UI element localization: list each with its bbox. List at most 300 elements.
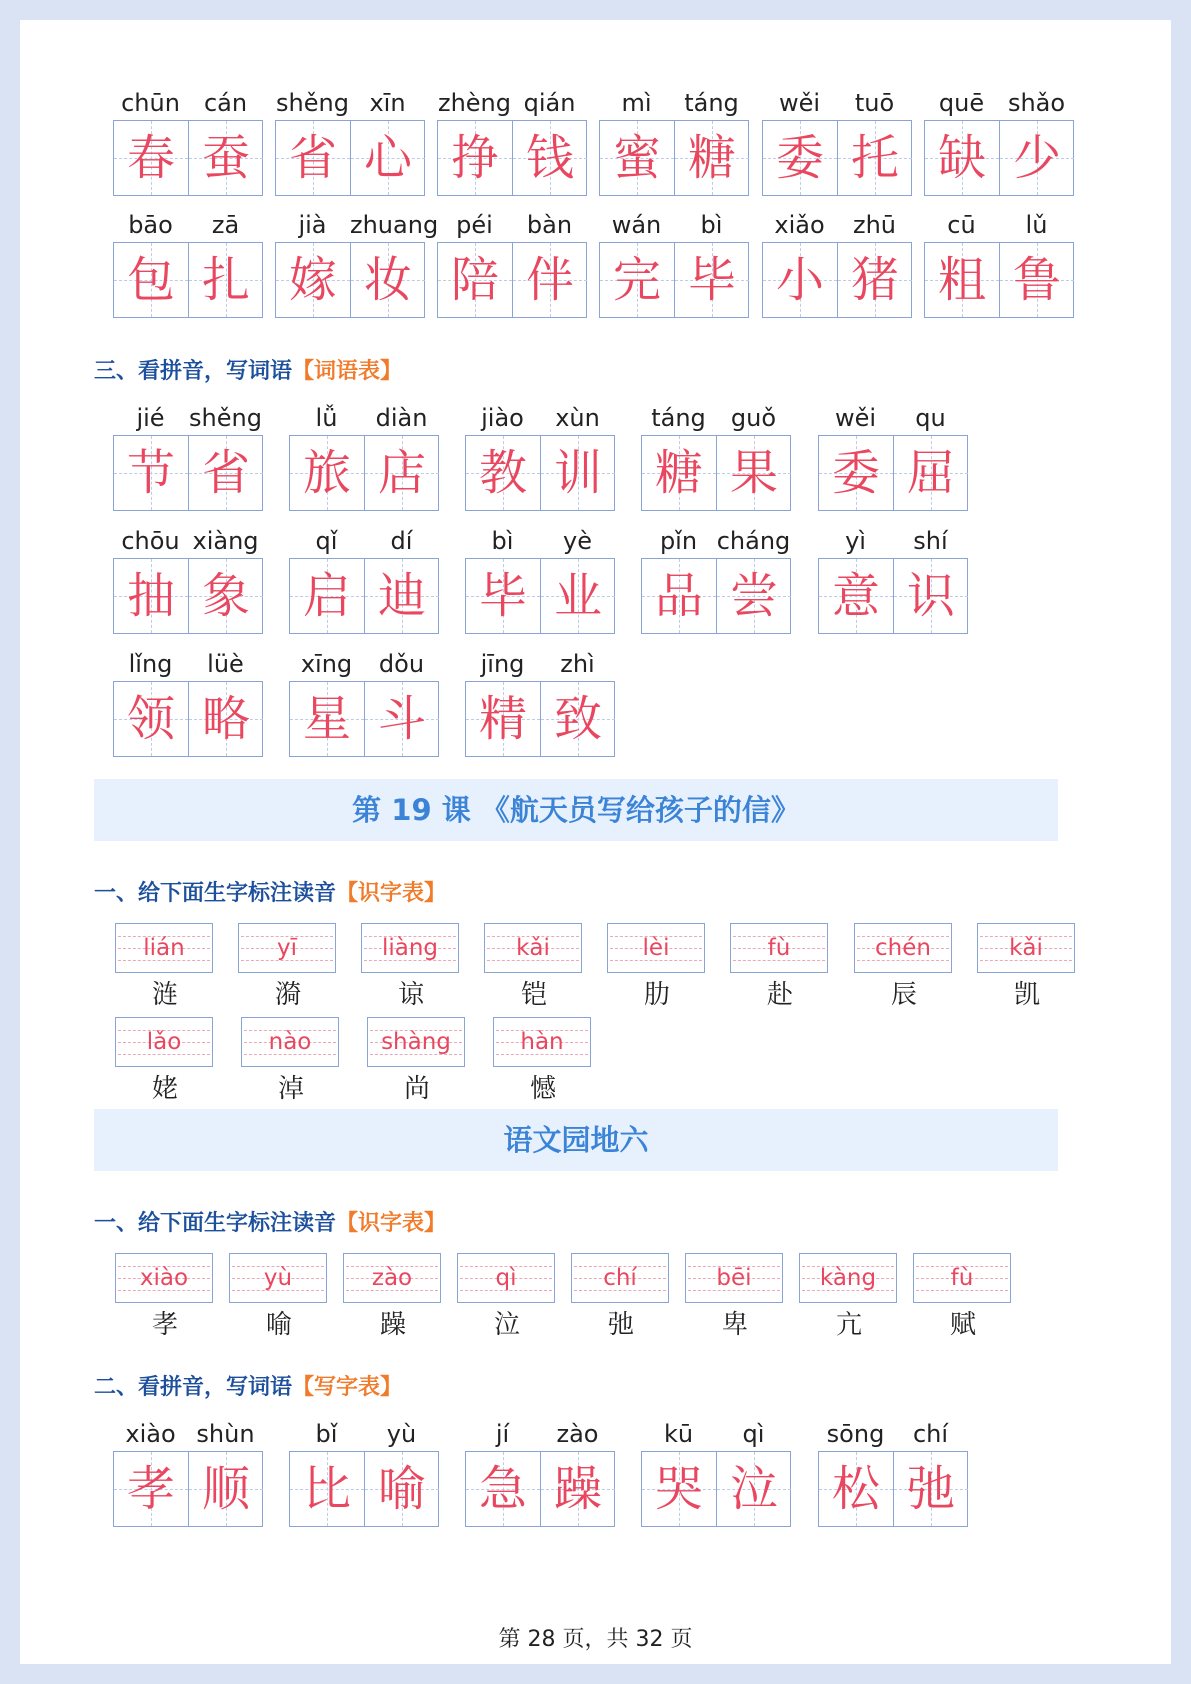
tianzige-cell: [466, 682, 540, 756]
word-box: [641, 1418, 791, 1528]
yuwen-section1-tag: 【识字表】: [336, 1211, 447, 1236]
word-pinyin: chūn: [121, 89, 180, 117]
word-character: 哭: [654, 1461, 703, 1517]
word-pinyin: bì: [491, 527, 514, 555]
pinyin-answer: nào: [268, 1029, 312, 1055]
tianzige-cell: [925, 243, 999, 317]
word-pinyin: xiǎo: [774, 211, 825, 239]
target-character: 弛: [607, 1310, 634, 1340]
word-character: 钱: [525, 130, 574, 186]
tianzige-grid: [818, 435, 968, 511]
word-box: [465, 525, 615, 635]
tianzige-grid: [465, 1451, 615, 1527]
target-character: 谅: [397, 980, 424, 1010]
tianzige-cell: [540, 559, 615, 633]
tianzige-cell: [819, 436, 893, 510]
yuwen-section2-tag: 【写字表】: [292, 1375, 403, 1400]
word-character: 妆: [363, 252, 412, 308]
tianzige-cell: [763, 243, 837, 317]
word-box: [599, 87, 749, 197]
word-pinyin: xiào: [125, 1420, 176, 1448]
target-character: 卑: [721, 1310, 748, 1340]
tianzige-cell: [438, 243, 512, 317]
word-pinyin: chí: [912, 1420, 949, 1448]
tianzige-grid: [599, 242, 749, 318]
word-box: [762, 87, 912, 197]
lesson19-section1-title: 一、给下面生字标注读音: [94, 881, 337, 906]
tianzige-cell: [466, 1452, 540, 1526]
pinyin-writing-lines: [913, 1253, 1011, 1303]
target-character: 姥: [151, 1074, 178, 1104]
word-character: 糖: [687, 130, 736, 186]
pinyin-answer: qì: [495, 1265, 517, 1291]
word-pinyin: wěi: [834, 404, 877, 432]
pinyin-writing-lines: [493, 1017, 591, 1067]
pinyin-box: [361, 923, 461, 1019]
tianzige-cell: [716, 1452, 791, 1526]
pinyin-writing-lines: [367, 1017, 465, 1067]
word-character: 挣: [450, 130, 499, 186]
tianzige-cell: [466, 559, 540, 633]
pinyin-box: [115, 1017, 215, 1113]
tianzige-grid: [599, 120, 749, 196]
yuwen-section1-heading: [94, 1206, 446, 1237]
word-box: [113, 1418, 263, 1528]
word-box: [289, 525, 439, 635]
pinyin-box: [571, 1253, 671, 1349]
tianzige-cell: [114, 1452, 188, 1526]
word-pinyin: táng: [651, 404, 706, 432]
word-character: 鲁: [1012, 252, 1061, 308]
tianzige-cell: [837, 121, 912, 195]
pinyin-writing-lines: [361, 923, 459, 973]
target-character: 淖: [277, 1074, 304, 1104]
word-box: [289, 1418, 439, 1528]
tianzige-grid: [437, 242, 587, 318]
word-box: [113, 87, 263, 197]
word-pinyin: xiàng: [192, 527, 259, 555]
pinyin-answer: fù: [950, 1265, 974, 1291]
target-character: 尚: [403, 1074, 430, 1104]
tianzige-grid: [113, 435, 263, 511]
target-character: 凯: [1013, 980, 1040, 1010]
pinyin-answer: chí: [603, 1265, 637, 1291]
word-character: 旅: [302, 445, 351, 501]
pinyin-answer: lǎo: [146, 1029, 182, 1055]
pinyin-answer: zào: [371, 1265, 413, 1291]
tianzige-cell: [364, 436, 439, 510]
pinyin-box: [457, 1253, 557, 1349]
tianzige-cell: [642, 1452, 716, 1526]
tianzige-cell: [114, 243, 188, 317]
word-character: 星: [302, 691, 351, 747]
word-pinyin: mì: [621, 89, 652, 117]
word-pinyin: zào: [556, 1420, 599, 1448]
pinyin-answer: lèi: [642, 935, 670, 961]
target-character: 躁: [379, 1310, 406, 1340]
tianzige-cell: [512, 121, 587, 195]
pinyin-writing-lines: [977, 923, 1075, 973]
word-pinyin: lǔ: [1025, 211, 1048, 239]
tianzige-grid: [289, 1451, 439, 1527]
word-box: [762, 209, 912, 319]
word-box: [275, 87, 425, 197]
pinyin-box: [799, 1253, 899, 1349]
tianzige-grid: [465, 558, 615, 634]
word-character: 致: [553, 691, 602, 747]
word-pinyin: cū: [947, 211, 976, 239]
word-character: 教: [478, 445, 527, 501]
word-pinyin: shěng: [189, 404, 262, 432]
tianzige-grid: [924, 120, 1074, 196]
pinyin-writing-lines: [229, 1253, 327, 1303]
tianzige-cell: [642, 559, 716, 633]
word-character: 店: [377, 445, 426, 501]
pinyin-answer: shàng: [381, 1029, 451, 1055]
word-pinyin: shùn: [196, 1420, 255, 1448]
tianzige-cell: [364, 682, 439, 756]
pinyin-answer: xiào: [139, 1265, 189, 1291]
tianzige-grid: [465, 435, 615, 511]
target-character: 孝: [151, 1310, 178, 1340]
word-character: 心: [363, 130, 412, 186]
word-character: 少: [1012, 130, 1061, 186]
word-pinyin: péi: [456, 211, 493, 239]
tianzige-grid: [437, 120, 587, 196]
word-box: [113, 648, 263, 758]
word-box: [924, 87, 1074, 197]
word-pinyin: jià: [298, 211, 327, 239]
word-pinyin: diàn: [375, 404, 428, 432]
word-pinyin: dǒu: [378, 650, 425, 678]
target-character: 辰: [890, 980, 917, 1010]
tianzige-cell: [364, 1452, 439, 1526]
word-pinyin: shǎo: [1007, 89, 1066, 117]
word-character: 尝: [729, 568, 778, 624]
word-box: [437, 87, 587, 197]
word-pinyin: xīn: [369, 89, 406, 117]
word-character: 躁: [553, 1461, 602, 1517]
word-character: 喻: [377, 1461, 426, 1517]
word-pinyin: lüè: [207, 650, 244, 678]
word-box: [818, 1418, 968, 1528]
word-pinyin: qǐ: [315, 527, 338, 555]
tianzige-cell: [188, 1452, 263, 1526]
word-box: [818, 525, 968, 635]
tianzige-grid: [924, 242, 1074, 318]
word-box: [465, 402, 615, 512]
word-box: [924, 209, 1074, 319]
pinyin-box: [241, 1017, 341, 1113]
pinyin-box: [854, 923, 954, 1019]
section3-title: 三、看拼音，写词语: [94, 359, 293, 384]
tianzige-grid: [818, 558, 968, 634]
word-pinyin: shí: [913, 527, 948, 555]
tianzige-cell: [188, 243, 263, 317]
target-character: 涟: [151, 980, 178, 1010]
target-character: 泣: [493, 1310, 520, 1340]
tianzige-cell: [114, 559, 188, 633]
tianzige-cell: [114, 436, 188, 510]
pinyin-answer: hàn: [520, 1029, 564, 1055]
tianzige-grid: [289, 435, 439, 511]
word-pinyin: táng: [684, 89, 739, 117]
yuwen-section1-title: 一、给下面生字标注读音: [94, 1211, 337, 1236]
word-character: 省: [201, 445, 250, 501]
word-character: 精: [478, 691, 527, 747]
tianzige-cell: [114, 121, 188, 195]
word-pinyin: sōng: [826, 1420, 885, 1448]
page-footer: 第 28 页，共 32 页: [498, 1627, 693, 1652]
word-character: 顺: [201, 1461, 250, 1517]
pinyin-box: [343, 1253, 443, 1349]
pinyin-answer: lián: [143, 935, 185, 961]
tianzige-grid: [641, 558, 791, 634]
word-character: 略: [201, 691, 250, 747]
word-character: 伴: [525, 252, 574, 308]
pinyin-box: [977, 923, 1077, 1019]
tianzige-cell: [600, 243, 674, 317]
word-pinyin: zhì: [560, 650, 595, 678]
word-character: 完: [612, 252, 661, 308]
pinyin-box: [484, 923, 584, 1019]
tianzige-cell: [290, 436, 364, 510]
word-character: 蚕: [201, 130, 250, 186]
word-pinyin: jīng: [480, 650, 525, 678]
tianzige-cell: [466, 436, 540, 510]
pinyin-writing-lines: [730, 923, 828, 973]
word-box: [641, 402, 791, 512]
word-pinyin: dí: [390, 527, 413, 555]
word-box: [113, 209, 263, 319]
word-pinyin: bì: [700, 211, 723, 239]
tianzige-cell: [540, 682, 615, 756]
word-character: 节: [126, 445, 175, 501]
word-character: 孝: [126, 1461, 175, 1517]
tianzige-cell: [716, 436, 791, 510]
word-character: 粗: [937, 252, 986, 308]
pinyin-answer: liàng: [381, 935, 439, 961]
lesson19-section1-tag: 【识字表】: [336, 881, 447, 906]
pinyin-writing-lines: [238, 923, 336, 973]
tianzige-cell: [188, 682, 263, 756]
word-box: [289, 648, 439, 758]
word-character: 省: [288, 130, 337, 186]
word-character: 陪: [450, 252, 499, 308]
tianzige-cell: [364, 559, 439, 633]
word-pinyin: bǐ: [315, 1420, 338, 1448]
word-character: 斗: [377, 691, 426, 747]
word-pinyin: pǐn: [659, 527, 698, 555]
tianzige-cell: [600, 121, 674, 195]
pinyin-box: [730, 923, 830, 1019]
pinyin-writing-lines: [457, 1253, 555, 1303]
word-pinyin: cháng: [716, 527, 791, 555]
target-character: 喻: [265, 1310, 292, 1340]
tianzige-cell: [512, 243, 587, 317]
tianzige-cell: [837, 243, 912, 317]
word-character: 毕: [478, 568, 527, 624]
tianzige-grid: [762, 242, 912, 318]
pinyin-answer: yù: [263, 1265, 293, 1291]
word-pinyin: wěi: [778, 89, 821, 117]
tianzige-cell: [819, 559, 893, 633]
word-character: 抽: [126, 568, 175, 624]
word-box: [818, 402, 968, 512]
pinyin-writing-lines: [571, 1253, 669, 1303]
tianzige-grid: [289, 558, 439, 634]
pinyin-box: [685, 1253, 785, 1349]
pinyin-box: [115, 1253, 215, 1349]
pinyin-answer: kǎi: [1009, 935, 1043, 961]
section3-heading: [94, 354, 402, 385]
word-pinyin: jié: [136, 404, 165, 432]
word-pinyin: qì: [742, 1420, 765, 1448]
tianzige-cell: [540, 436, 615, 510]
tianzige-cell: [999, 243, 1074, 317]
tianzige-cell: [925, 121, 999, 195]
pinyin-writing-lines: [484, 923, 582, 973]
tianzige-cell: [188, 436, 263, 510]
word-character: 品: [654, 568, 703, 624]
target-character: 漪: [274, 980, 301, 1010]
pinyin-answer: chén: [875, 935, 931, 961]
word-pinyin: xīng: [300, 650, 353, 678]
word-pinyin: chōu: [121, 527, 180, 555]
word-pinyin: shěng: [276, 89, 349, 117]
word-character: 扎: [201, 252, 250, 308]
target-character: 赴: [766, 980, 793, 1010]
word-pinyin: xùn: [555, 404, 600, 432]
word-character: 包: [126, 252, 175, 308]
word-character: 缺: [937, 130, 986, 186]
target-character: 憾: [529, 1074, 556, 1104]
word-pinyin: kū: [663, 1420, 694, 1448]
word-box: [465, 648, 615, 758]
tianzige-grid: [113, 681, 263, 757]
word-character: 委: [775, 130, 824, 186]
tianzige-cell: [350, 243, 425, 317]
word-box: [275, 209, 439, 319]
word-pinyin: yè: [563, 527, 592, 555]
pinyin-answer: yī: [276, 935, 297, 961]
word-box: [437, 209, 587, 319]
tianzige-cell: [188, 121, 263, 195]
word-character: 果: [729, 445, 778, 501]
tianzige-grid: [113, 120, 263, 196]
word-character: 小: [775, 252, 824, 308]
tianzige-grid: [275, 120, 425, 196]
pinyin-writing-lines: [854, 923, 952, 973]
word-character: 比: [302, 1461, 351, 1517]
tianzige-cell: [999, 121, 1074, 195]
word-box: [465, 1418, 615, 1528]
tianzige-cell: [290, 682, 364, 756]
tianzige-cell: [276, 121, 350, 195]
word-pinyin: qu: [915, 404, 946, 432]
tianzige-grid: [113, 1451, 263, 1527]
pinyin-answer: fù: [767, 935, 791, 961]
tianzige-grid: [818, 1451, 968, 1527]
word-character: 猪: [850, 252, 899, 308]
pinyin-writing-lines: [685, 1253, 783, 1303]
pinyin-writing-lines: [241, 1017, 339, 1067]
pinyin-box: [115, 923, 215, 1019]
yuwen-banner: 语文园地六: [94, 1109, 1058, 1171]
pinyin-writing-lines: [115, 1017, 213, 1067]
tianzige-cell: [642, 436, 716, 510]
word-pinyin: zā: [211, 211, 240, 239]
word-box: [599, 209, 749, 319]
tianzige-grid: [641, 1451, 791, 1527]
yuwen-section2-heading: [94, 1370, 402, 1401]
word-pinyin: quē: [938, 89, 985, 117]
word-character: 蜜: [612, 130, 661, 186]
tianzige-grid: [289, 681, 439, 757]
target-character: 亢: [835, 1310, 862, 1340]
word-pinyin: zhèng: [437, 89, 512, 117]
word-pinyin: wán: [611, 211, 662, 239]
tianzige-cell: [674, 243, 749, 317]
word-character: 泣: [729, 1461, 778, 1517]
tianzige-cell: [674, 121, 749, 195]
tianzige-grid: [113, 558, 263, 634]
word-character: 毕: [687, 252, 736, 308]
word-character: 委: [831, 445, 880, 501]
word-character: 托: [850, 130, 899, 186]
word-character: 业: [553, 568, 602, 624]
target-character: 赋: [949, 1310, 976, 1340]
pinyin-writing-lines: [115, 1253, 213, 1303]
yuwen-section2-title: 二、看拼音，写词语: [94, 1375, 293, 1400]
word-character: 训: [553, 445, 602, 501]
tianzige-cell: [114, 682, 188, 756]
tianzige-cell: [290, 1452, 364, 1526]
word-character: 弛: [906, 1461, 955, 1517]
pinyin-answer: bēi: [716, 1265, 752, 1291]
tianzige-cell: [350, 121, 425, 195]
word-pinyin: cán: [203, 89, 248, 117]
word-character: 嫁: [288, 252, 337, 308]
word-pinyin: bàn: [526, 211, 573, 239]
word-character: 迪: [377, 568, 426, 624]
tianzige-cell: [716, 559, 791, 633]
word-character: 屈: [906, 445, 955, 501]
tianzige-cell: [438, 121, 512, 195]
pinyin-writing-lines: [799, 1253, 897, 1303]
tianzige-cell: [540, 1452, 615, 1526]
word-character: 象: [201, 568, 250, 624]
tianzige-cell: [188, 559, 263, 633]
word-pinyin: bāo: [128, 211, 173, 239]
lesson19-section1-heading: [94, 876, 446, 907]
tianzige-cell: [893, 1452, 968, 1526]
word-character: 启: [302, 568, 351, 624]
word-pinyin: zhū: [852, 211, 897, 239]
tianzige-grid: [113, 242, 263, 318]
word-pinyin: guǒ: [730, 404, 777, 432]
word-box: [641, 525, 791, 635]
pinyin-box: [607, 923, 707, 1019]
section3-tag: 【词语表】: [292, 359, 403, 384]
pinyin-writing-lines: [343, 1253, 441, 1303]
word-pinyin: qián: [523, 89, 576, 117]
word-pinyin: jí: [495, 1420, 510, 1448]
word-pinyin: yù: [386, 1420, 417, 1448]
word-character: 糖: [654, 445, 703, 501]
word-box: [113, 525, 263, 635]
word-pinyin: zhuang: [350, 211, 439, 239]
